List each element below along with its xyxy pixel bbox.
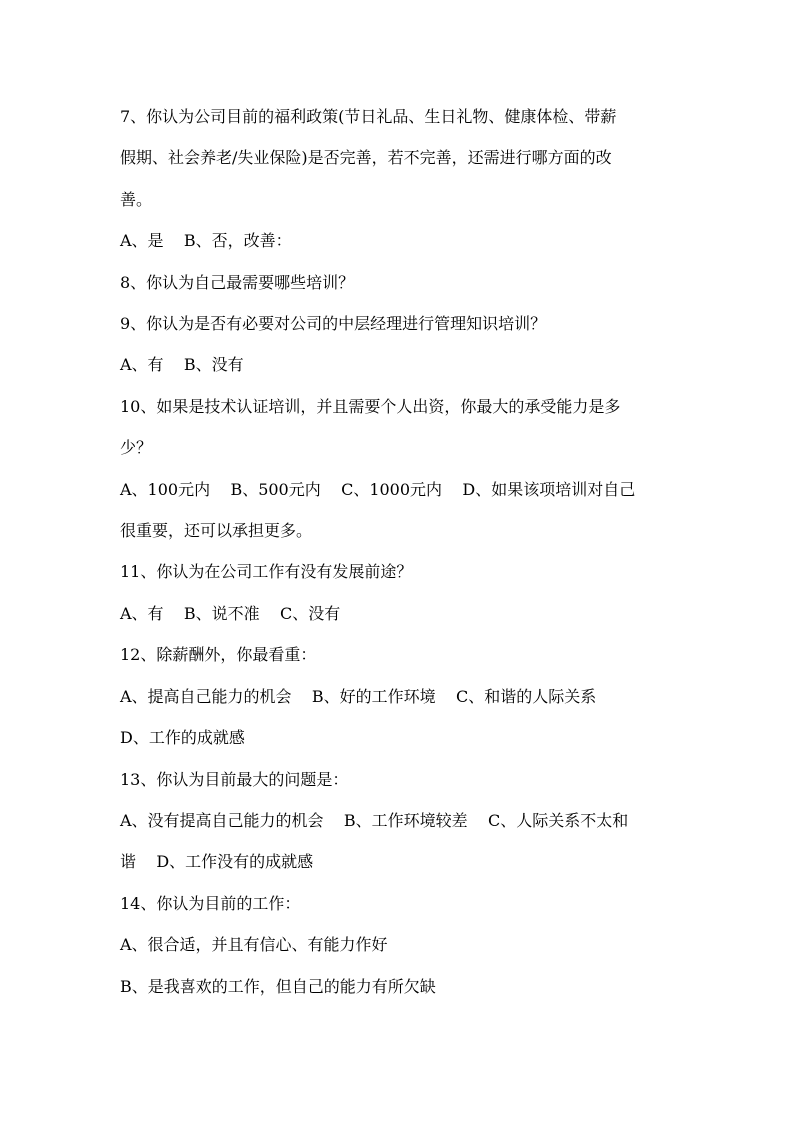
text-line: 少？ (120, 438, 153, 458)
text-line: A、100元内 B、500元内 C、1000元内 D、如果该项培训对自己 (120, 479, 636, 499)
text-line: B、是我喜欢的工作，但自己的能力有所欠缺 (120, 976, 436, 996)
text-line: A、是 B、否，改善： (120, 231, 292, 251)
text-line: 9、你认为是否有必要对公司的中层经理进行管理知识培训？ (120, 314, 547, 334)
text-line: 13、你认为目前最大的问题是： (120, 769, 349, 789)
text-line: 10、如果是技术认证培训，并且需要个人出资，你最大的承受能力是多 (120, 396, 621, 416)
text-line: 7、你认为公司目前的福利政策(节日礼品、生日礼物、健康体检、带薪 (120, 107, 617, 126)
text-line: A、很合适，并且有信心、有能力作好 (120, 935, 388, 955)
text-line: 善。 (120, 189, 153, 209)
text-line: A、没有提高自己能力的机会 B、工作环境较差 C、人际关系不太和 (120, 810, 629, 830)
document-page (120, 96, 680, 1007)
text-line: 14、你认为目前的工作： (120, 893, 301, 913)
text-line: D、工作的成就感 (120, 728, 245, 748)
text-line: A、有 B、说不准 C、没有 (120, 603, 341, 623)
text-line: 8、你认为自己最需要哪些培训？ (120, 272, 355, 292)
text-line: 很重要，还可以承担更多。 (120, 521, 313, 541)
text-line: 假期、社会养老/失业保险)是否完善，若不完善，还需进行哪方面的改 (120, 148, 612, 168)
text-line: 12、除薪酬外，你最看重： (120, 645, 317, 665)
text-line: A、有 B、没有 (120, 355, 244, 375)
text-line: 11、你认为在公司工作有没有发展前途？ (120, 562, 413, 582)
text-line: A、提高自己能力的机会 B、好的工作环境 C、和谐的人际关系 (120, 686, 597, 706)
text-line: 谐 D、工作没有的成就感 (120, 852, 314, 872)
